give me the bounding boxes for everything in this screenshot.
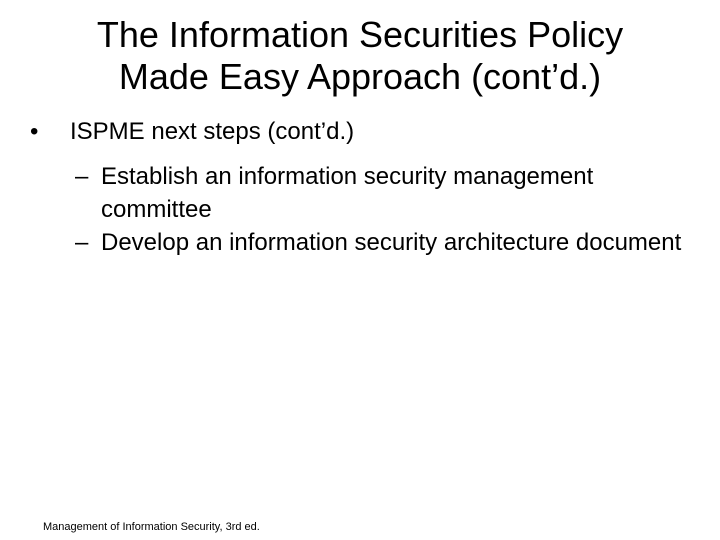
sub-bullet-text: Develop an information security architecture document [101, 229, 682, 256]
slide-title-line-2: Made Easy Approach (cont’d.) [118, 56, 602, 97]
bullet-text: ISPME next steps (cont’d.) [70, 118, 355, 145]
slide-title [36, 14, 684, 98]
bullet-marker: • [30, 118, 39, 145]
sub-bullet-list [75, 160, 695, 259]
sub-bullet-item [75, 160, 695, 226]
sub-bullet-item [75, 226, 695, 259]
slide-footer: Management of Information Security, 3rd ed. [43, 521, 260, 533]
slide-title-line-1: The Information Securities Policy [96, 14, 624, 55]
sub-bullet-marker: – [75, 163, 89, 190]
sub-bullet-marker: – [75, 229, 89, 256]
sub-bullet-text: Establish an information security management committee [101, 163, 594, 223]
